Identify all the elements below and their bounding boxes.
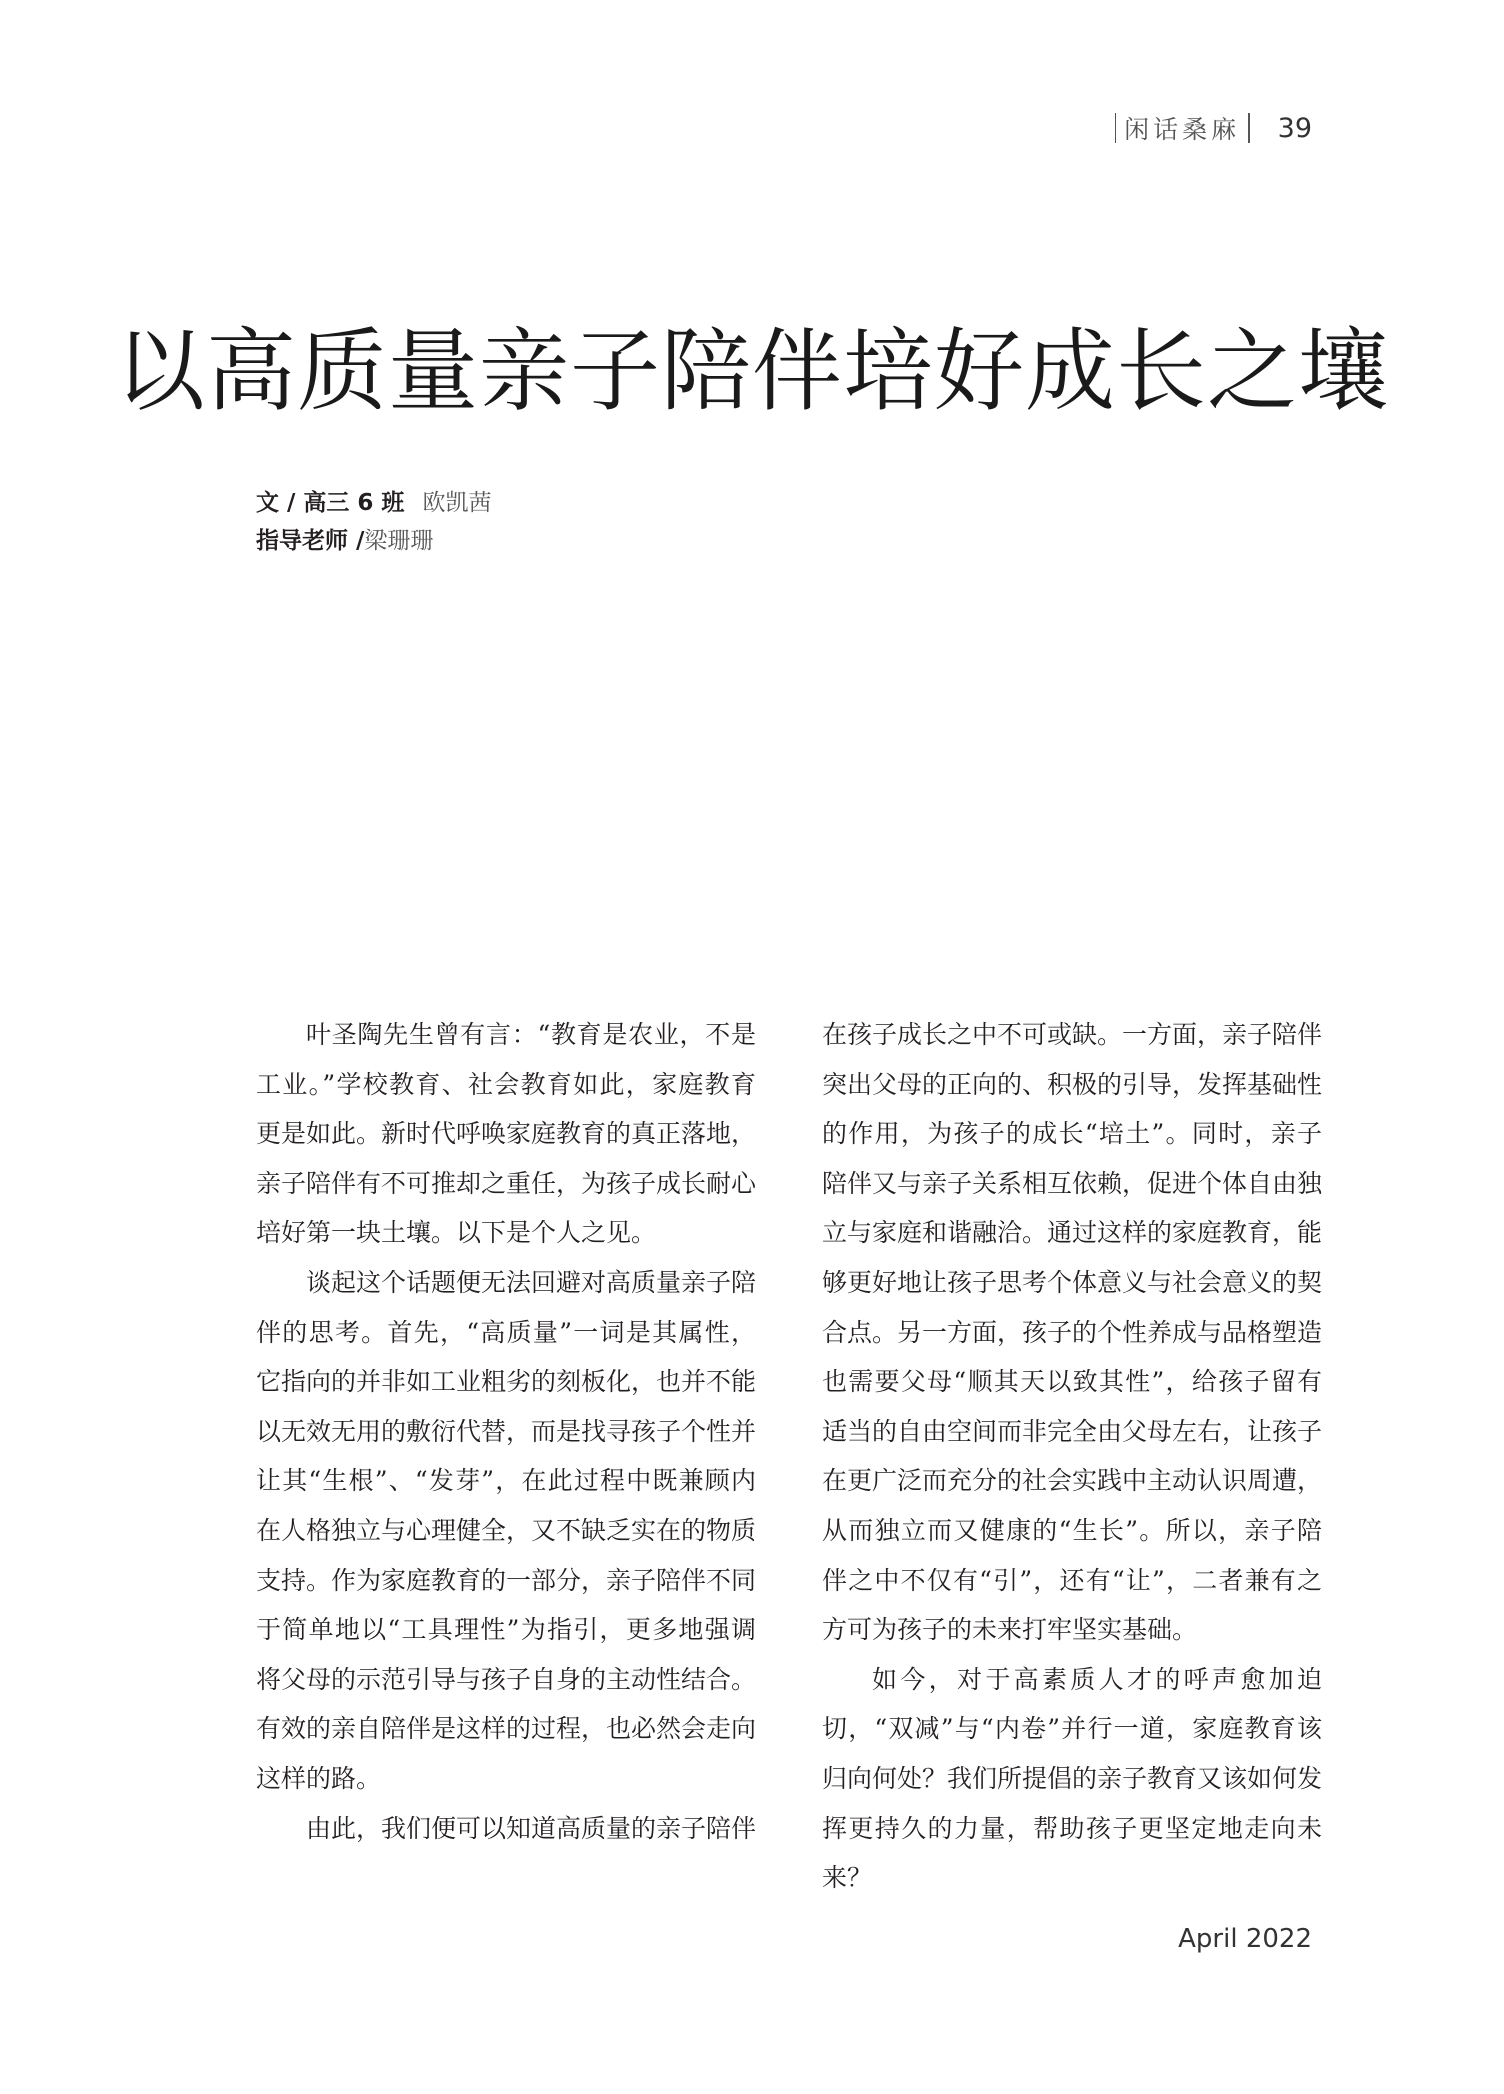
right-column (822, 1010, 1322, 1903)
paragraph: 如今，对于高素质人才的呼声愈加迫切，“双减”与“内卷”并行一道，家庭教育该归向何处？我们所提倡的亲子教育又该如何发挥更持久的力量，帮助孩子更坚定地走向未来？ (822, 1664, 1323, 1893)
header-divider (1115, 113, 1117, 143)
left-column (256, 1010, 756, 1853)
paragraph-continued: 在孩子成长之中不可或缺。一方面，亲子陪伴突出父母的正向的、积极的引导，发挥基础性的作用，为孩子的成长“培土”。同时，亲子陪伴又与亲子关系相互依赖，促进个体自由独立与家庭和谐融洽。通过这样的家庭教育，能够更好地让孩子思考个体意义与社会意义的契合点。另一方面，孩子的个性养成与品格塑造也需要父母“顺其天以致其性”，给孩子留有适当的自由空间而非完全由父母左右，让孩子在更广泛而充分的社会实践中主动认识周遭，从而独立而又健康的“生长”。所以，亲子陪伴之中不仅有“引”，还有“让”，二者兼有之方可为孩子的未来打牢坚实基础。 (822, 1020, 1323, 1645)
author-label: 文 / 高三 6 班 (256, 490, 405, 516)
advisor-name: 梁珊珊 (364, 528, 434, 554)
page-number: 39 (1277, 112, 1312, 144)
byline (256, 484, 491, 560)
running-header (1107, 110, 1312, 146)
issue-date: April 2022 (1178, 1924, 1312, 1954)
section-name: 闲话桑麻 (1124, 115, 1241, 144)
advisor-line (256, 522, 491, 560)
author-name: 欧凯茜 (422, 490, 492, 516)
author-line (256, 484, 491, 522)
paragraph: 谈起这个话题便无法回避对高质量亲子陪伴的思考。首先，“高质量”一词是其属性，它指向的并非如工业粗劣的刻板化，也并不能以无效无用的敷衍代替，而是找寻孩子个性并让其“生根”、“发芽”，在此过程中既兼顾内在人格独立与心理健全，又不缺乏实在的物质支持。作为家庭教育的一部分，亲子陪伴不同于简单地以“工具理性”为指引，更多地强调将父母的示范引导与孩子自身的主动性结合。有效的亲自陪伴是这样的过程，也必然会走向这样的路。 (256, 1267, 757, 1793)
paragraph: 由此，我们便可以知道高质量的亲子陪伴 (306, 1813, 757, 1843)
paragraph: 叶圣陶先生曾有言：“教育是农业，不是工业。”学校教育、社会教育如此，家庭教育更是如此。新时代呼唤家庭教育的真正落地，亲子陪伴有不可推却之重任，为孩子成长耐心培好第一块土壤。以下是个人之见。 (256, 1020, 757, 1248)
header-divider (1248, 113, 1250, 143)
advisor-label: 指导老师 / (256, 528, 365, 554)
article-title: 以高质量亲子陪伴培好成长之壤 (115, 319, 1389, 424)
